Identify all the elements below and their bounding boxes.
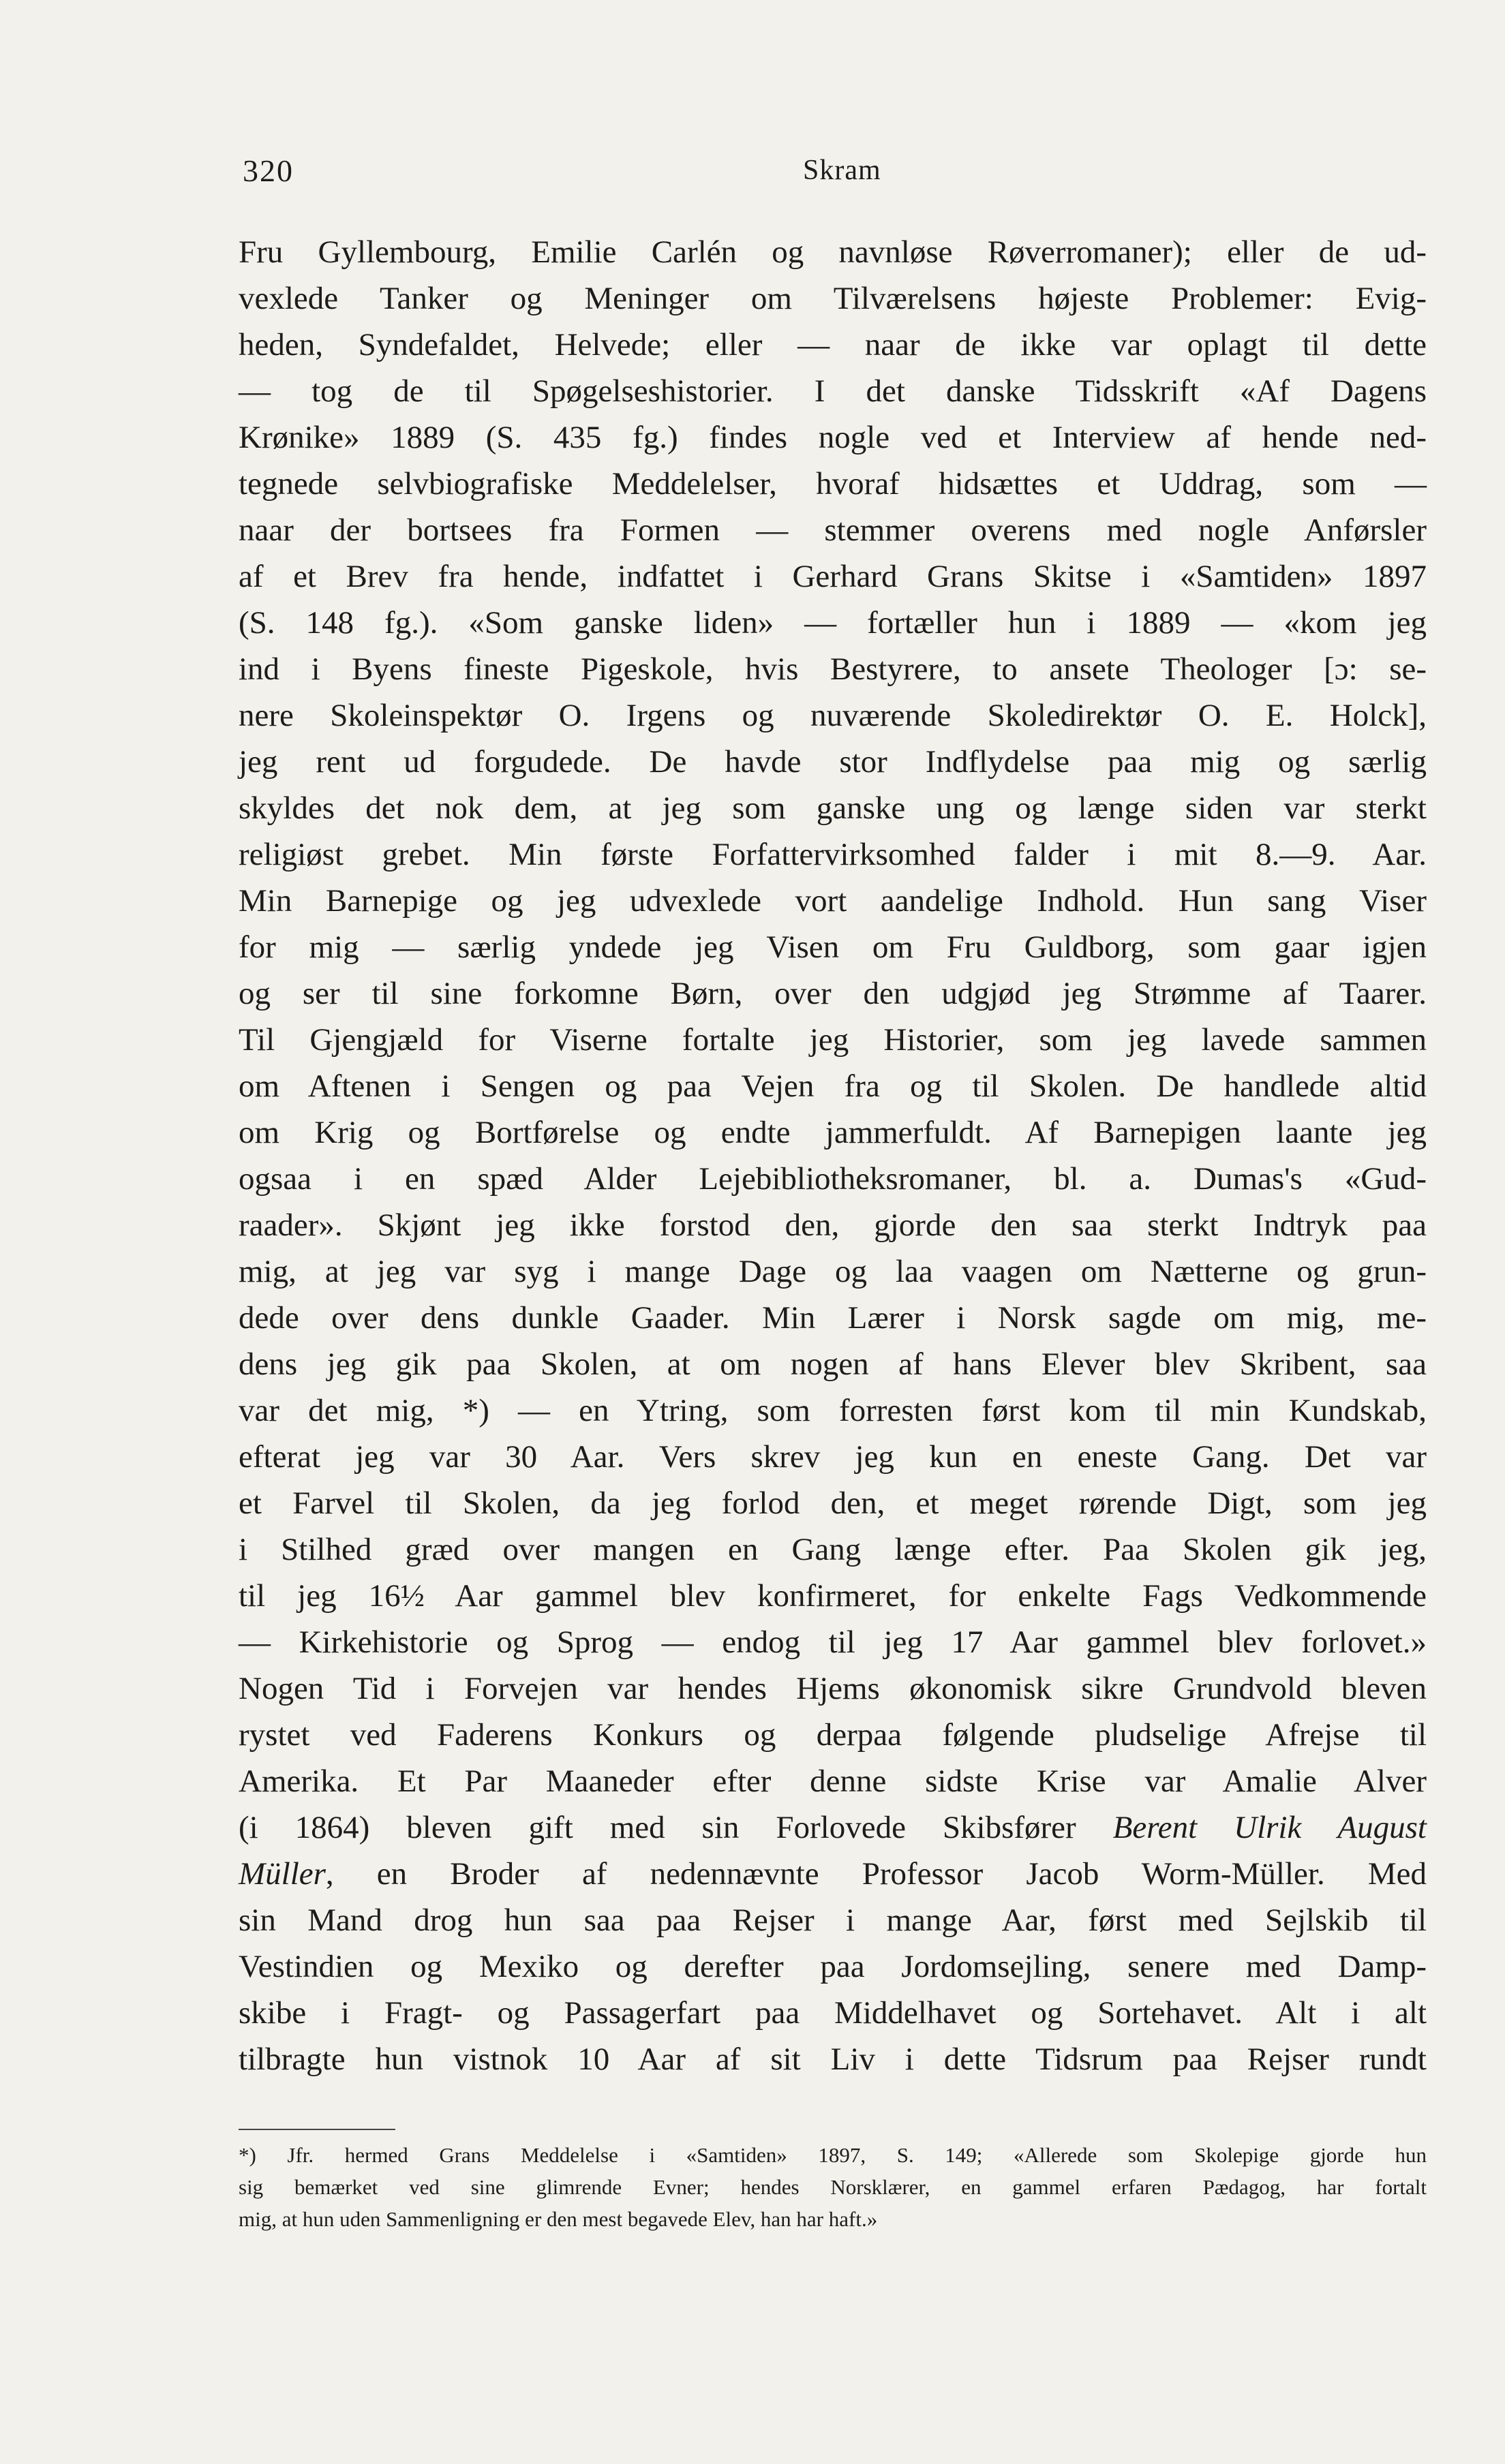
body-line: [239, 1853, 1427, 1894]
footnote-line: mig, at hun uden Sammenligning er den mest begavede Elev, han har haft.»: [239, 2207, 878, 2231]
footnote-rule: [239, 2129, 395, 2130]
body-line: ind i Byens fineste Pigeskole, hvis Bestyrere, to ansete Theologer [ɔ: se-: [239, 651, 1427, 687]
body-line: nere Skoleinspektør O. Irgens og nuværende Skoledirektør O. E. Holck],: [239, 698, 1427, 733]
body-line: heden, Syndefaldet, Helvede; eller — naar de ikke var oplagt til dette: [239, 327, 1427, 363]
body-line: Amerika. Et Par Maaneder efter denne sidste Krise var Amalie Alver: [239, 1764, 1427, 1799]
body-line: sin Mand drog hun saa paa Rejser i mange Aar, først med Sejlskib til: [239, 1903, 1427, 1938]
body-line: Krønike» 1889 (S. 435 fg.) findes nogle ved et Interview af hende ned-: [239, 420, 1427, 455]
body-line: — tog de til Spøgelseshistorier. I det danske Tidsskrift «Af Dagens: [239, 373, 1427, 409]
body-line: Til Gjengjæld for Viserne fortalte jeg Historier, som jeg lavede sammen: [239, 1022, 1427, 1058]
body-line: tegnede selvbiografiske Meddelelser, hvoraf hidsættes et Uddrag, som —: [239, 466, 1427, 502]
running-title: Skram: [803, 155, 881, 186]
body-line: ogsaa i en spæd Alder Lejebibliotheksromaner, bl. a. Dumas's «Gud-: [239, 1161, 1427, 1197]
body-line: skyldes det nok dem, at jeg som ganske ung og længe siden var sterkt: [239, 790, 1427, 826]
body-line: af et Brev fra hende, indfattet i Gerhard Grans Skitse i «Samtiden» 1897: [239, 559, 1427, 594]
body-line: tilbragte hun vistnok 10 Aar af sit Liv i dette Tidsrum paa Rejser rundt: [239, 2042, 1427, 2077]
body-line: naar der bortsees fra Formen — stemmer overens med nogle Anførsler: [239, 512, 1427, 548]
body-line: — Kirkehistorie og Sprog — endog til jeg 17 Aar gammel blev forlovet.»: [239, 1624, 1427, 1660]
body-line: var det mig, *) — en Ytring, som forresten først kom til min Kundskab,: [239, 1393, 1427, 1428]
body-line: dens jeg gik paa Skolen, at om nogen af hans Elever blev Skribent, saa: [239, 1346, 1427, 1382]
footnote-line: sig bemærket ved sine glimrende Evner; hendes Norsklærer, en gammel erfaren Pædagog, har fortalt: [239, 2175, 1427, 2199]
body-line: om Krig og Bortførelse og endte jammerfuldt. Af Barnepigen laante jeg: [239, 1115, 1427, 1150]
body-line: vexlede Tanker og Meninger om Tilværelsens højeste Problemer: Evig-: [239, 281, 1427, 316]
body-line: Fru Gyllembourg, Emilie Carlén og navnløse Røverromaner); eller de ud-: [239, 234, 1427, 270]
page-number: 320: [243, 153, 294, 188]
body-line-text: (i 1864) bleven gift med sin Forlovede Skibsfører: [239, 1810, 1076, 1845]
body-line: dede over dens dunkle Gaader. Min Lærer i Norsk sagde om mig, me-: [239, 1300, 1427, 1336]
footnote-line: *) Jfr. hermed Grans Meddelelse i «Samtiden» 1897, S. 149; «Allerede som Skolepige gjorde hun: [239, 2143, 1427, 2167]
body-line: Min Barnepige og jeg udvexlede vort aandelige Indhold. Hun sang Viser: [239, 883, 1427, 919]
body-line-text: , en Broder af nedennævnte Professor Jacob Worm-Müller. Med: [325, 1856, 1427, 1892]
body-line: (S. 148 fg.). «Som ganske liden» — fortæller hun i 1889 — «kom jeg: [239, 605, 1427, 641]
body-line: rystet ved Faderens Konkurs og derpaa følgende pludselige Afrejse til: [239, 1717, 1427, 1753]
body-line: skibe i Fragt- og Passagerfart paa Middelhavet og Sortehavet. Alt i alt: [239, 1995, 1427, 2031]
italic-name: Berent Ulrik August: [1112, 1810, 1427, 1845]
body-line: Nogen Tid i Forvejen var hendes Hjems økonomisk sikre Grundvold bleven: [239, 1671, 1427, 1706]
body-line: jeg rent ud forgudede. De havde stor Indflydelse paa mig og særlig: [239, 744, 1427, 780]
body-line: og ser til sine forkomne Børn, over den udgjød jeg Strømme af Taarer.: [239, 976, 1427, 1011]
body-line: [239, 1807, 1427, 1848]
body-line: efterat jeg var 30 Aar. Vers skrev jeg kun en eneste Gang. Det var: [239, 1439, 1427, 1475]
body-line: religiøst grebet. Min første Forfattervirksomhed falder i mit 8.—9. Aar.: [239, 837, 1427, 872]
italic-name: Müller: [239, 1856, 326, 1892]
body-line: for mig — særlig yndede jeg Visen om Fru Guldborg, som gaar igjen: [239, 929, 1427, 965]
body-line: om Aftenen i Sengen og paa Vejen fra og til Skolen. De handlede altid: [239, 1068, 1427, 1104]
body-line: Vestindien og Mexiko og derefter paa Jordomsejling, senere med Damp-: [239, 1949, 1427, 1984]
body-line: til jeg 16½ Aar gammel blev konfirmeret, for enkelte Fags Vedkommende: [239, 1578, 1427, 1614]
body-line: et Farvel til Skolen, da jeg forlod den, et meget rørende Digt, som jeg: [239, 1485, 1427, 1521]
body-line: raader». Skjønt jeg ikke forstod den, gjorde den saa sterkt Indtryk paa: [239, 1207, 1427, 1243]
body-line: i Stilhed græd over mangen en Gang længe efter. Paa Skolen gik jeg,: [239, 1532, 1427, 1567]
body-line: mig, at jeg var syg i mange Dage og laa vaagen om Nætterne og grun-: [239, 1254, 1427, 1289]
